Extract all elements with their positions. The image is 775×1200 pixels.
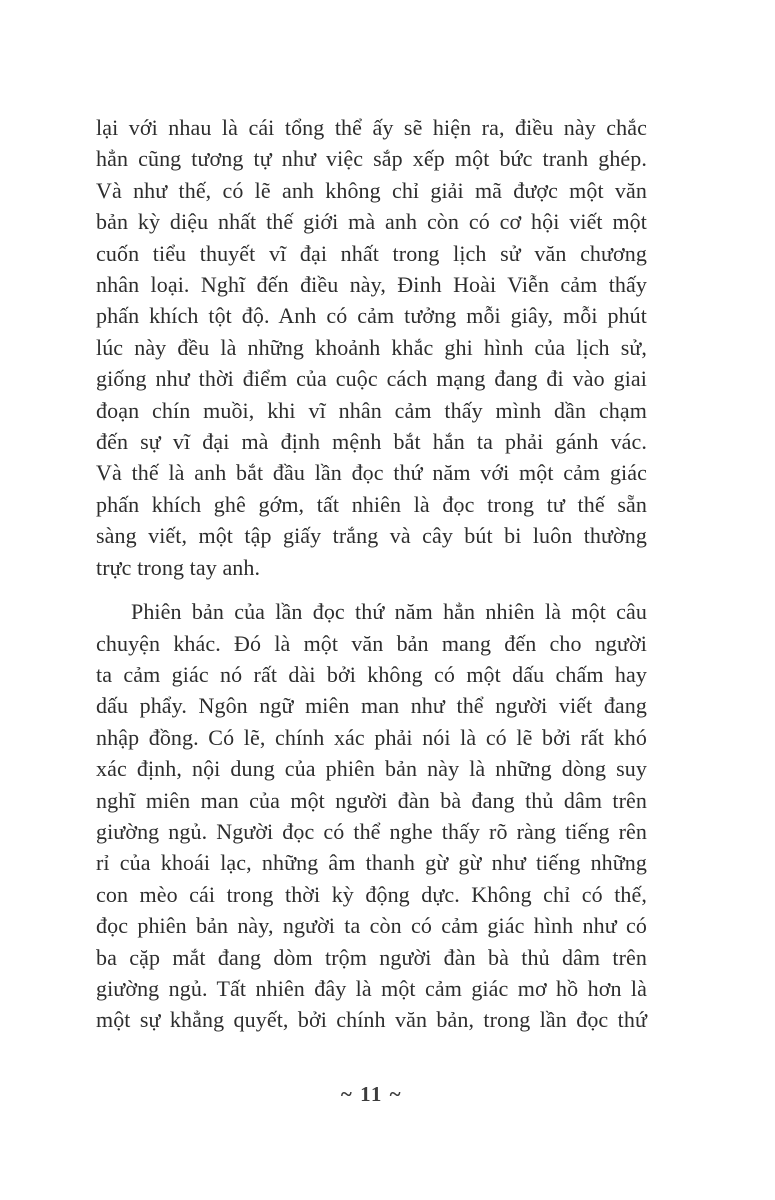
text-line: phấn khích tột độ. Anh có cảm tưởng mỗi giây, mỗi phút	[96, 303, 647, 329]
text-line: phấn khích ghê gớm, tất nhiên là đọc trong tư thế sẵn	[96, 491, 647, 517]
text-line: đọc phiên bản này, người ta còn có cảm giác hình như có	[96, 913, 647, 939]
body-text	[96, 112, 647, 1036]
text-line: dấu phẩy. Ngôn ngữ miên man như thể người viết đang	[96, 693, 647, 719]
text-line: trực trong tay anh.	[96, 554, 261, 580]
text-line: Và thế là anh bắt đầu lần đọc thứ năm với một cảm giác	[96, 460, 647, 486]
text-line: đoạn chín muồi, khi vĩ nhân cảm thấy mình dần chạm	[96, 397, 647, 423]
text-line: cuốn tiểu thuyết vĩ đại nhất trong lịch sử văn chương	[96, 240, 647, 266]
text-line: nghĩ miên man của một người đàn bà đang thủ dâm trên	[96, 787, 647, 813]
text-line: chuyện khác. Đó là một văn bản mang đến cho người	[96, 630, 647, 656]
text-line: đến sự vĩ đại mà định mệnh bắt hắn ta phải gánh vác.	[96, 429, 647, 455]
text-line: giống như thời điểm của cuộc cách mạng đang đi vào giai	[96, 366, 647, 392]
text-line: hẳn cũng tương tự như việc sắp xếp một bức tranh ghép.	[96, 146, 647, 172]
text-line: bản kỳ diệu nhất thế giới mà anh còn có cơ hội viết một	[96, 209, 647, 235]
text-line: ba cặp mắt đang dòm trộm người đàn bà thủ dâm trên	[96, 944, 647, 970]
text-line: giường ngủ. Tất nhiên đây là một cảm giác mơ hồ hơn là	[96, 975, 647, 1001]
text-line: rỉ của khoái lạc, những âm thanh gừ gừ như tiếng những	[96, 850, 647, 876]
text-line: Phiên bản của lần đọc thứ năm hẳn nhiên là một câu	[131, 599, 647, 625]
text-line: ta cảm giác nó rất dài bởi không có một dấu chấm hay	[96, 661, 647, 687]
text-line: một sự khẳng quyết, bởi chính văn bản, trong lần đọc thứ	[96, 1007, 647, 1033]
text-line: giường ngủ. Người đọc có thể nghe thấy rõ ràng tiếng rên	[96, 818, 647, 844]
paragraph	[96, 112, 647, 583]
paragraph	[96, 596, 647, 1036]
text-line: nhập đồng. Có lẽ, chính xác phải nói là có lẽ bởi rất khó	[96, 724, 647, 750]
text-line: nhân loại. Nghĩ đến điều này, Đinh Hoài Viễn cảm thấy	[96, 272, 647, 298]
text-line: xác định, nội dung của phiên bản này là những dòng suy	[96, 756, 647, 782]
text-line: Và như thế, có lẽ anh không chỉ giải mã được một văn	[96, 177, 647, 203]
page-number: ~ 11 ~	[340, 1082, 403, 1106]
text-line: con mèo cái trong thời kỳ động dực. Không chỉ có thế,	[96, 881, 647, 907]
text-line: sàng viết, một tập giấy trắng và cây bút bi luôn thường	[96, 523, 647, 549]
text-line: lại với nhau là cái tổng thể ấy sẽ hiện ra, điều này chắc	[96, 115, 647, 140]
text-line: lúc này đều là những khoảnh khắc ghi hình của lịch sử,	[96, 334, 647, 360]
